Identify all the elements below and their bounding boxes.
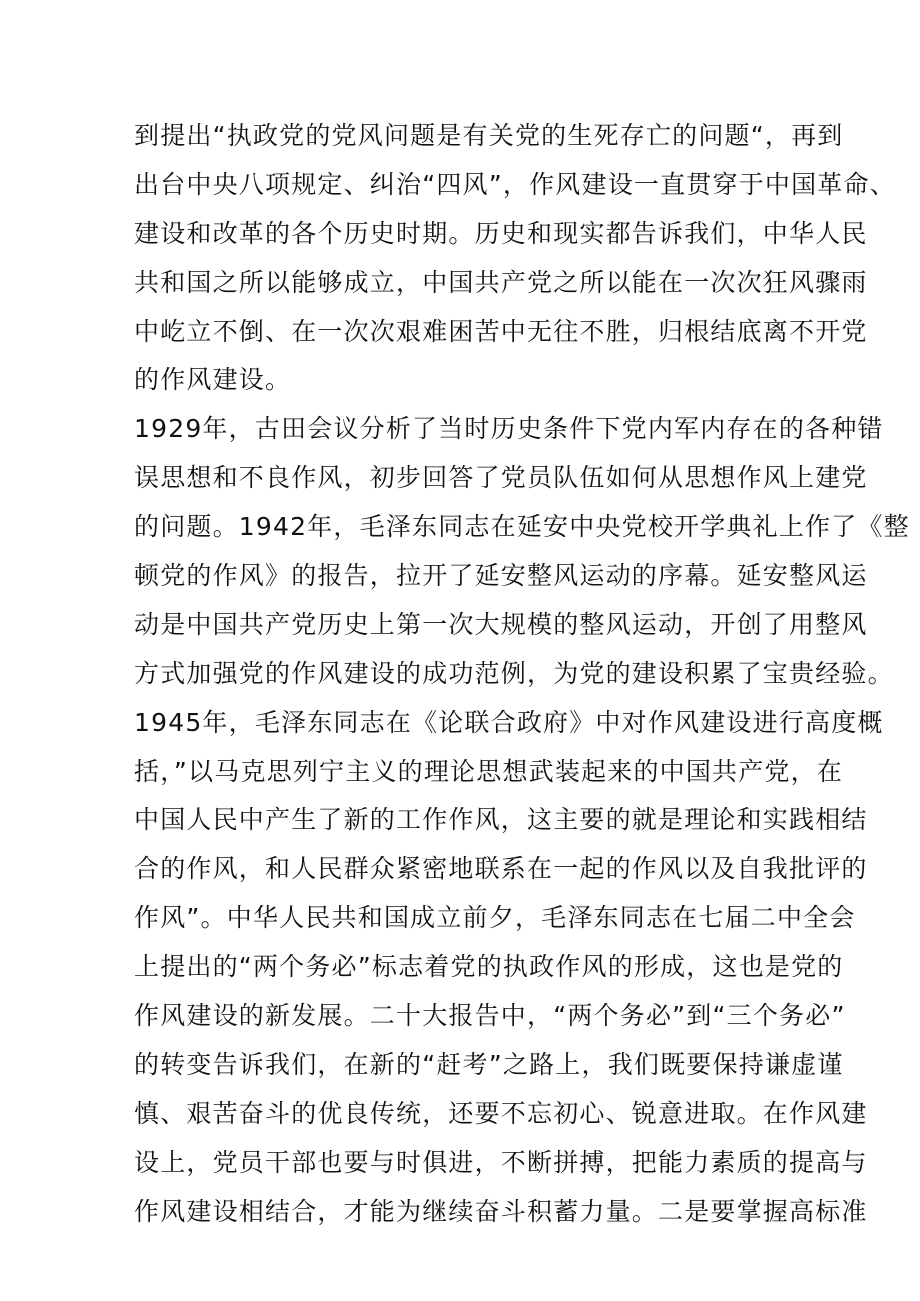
text-line: 1929年，古田会议分析了当时历史条件下党内军内存在的各种错 xyxy=(134,414,884,444)
text-line: 出台中央八项规定、纠治“四风”，作风建设一直贯穿于中国革命、 xyxy=(134,169,896,199)
text-line: 误思想和不良作风，初步回答了党员队伍如何从思想作风上建党 xyxy=(134,463,868,493)
text-line: 方式加强党的作风建设的成功范例，为党的建设积累了宝贵经验。 xyxy=(134,658,894,688)
text-line: 作风建设的新发展。二十大报告中，“两个务必”到“三个务必” xyxy=(134,1001,846,1031)
text-line: 的问题。1942年，毛泽东同志在延安中央党校开学典礼上作了《整 xyxy=(134,512,910,542)
text-line: 动是中国共产党历史上第一次大规模的整风运动，开创了用整风 xyxy=(134,609,868,639)
text-line: 慎、艰苦奋斗的优良传统，还要不忘初心、锐意进取。在作风建 xyxy=(134,1098,868,1128)
text-line: 建设和改革的各个历史时期。历史和现实都告诉我们，中华人民 xyxy=(134,218,868,248)
text-line: 作风”。中华人民共和国成立前夕，毛泽东同志在七届二中全会 xyxy=(134,903,856,933)
document-body-text xyxy=(134,112,910,1236)
text-line: 中国人民中产生了新的工作作风，这主要的就是理论和实践相结 xyxy=(134,805,868,835)
text-line: 1945年，毛泽东同志在《论联合政府》中对作风建设进行高度概 xyxy=(134,707,884,737)
text-line: 顿党的作风》的报告，拉开了延安整风运动的序幕。延安整风运 xyxy=(134,561,868,591)
text-line: 设上，党员干部也要与时俱进，不断拼搏，把能力素质的提高与 xyxy=(134,1147,868,1177)
text-line: 中屹立不倒、在一次次艰难困苦中无往不胜，归根结底离不开党 xyxy=(134,316,868,346)
text-line: 括，”以马克思列宁主义的理论思想武装起来的中国共产党，在 xyxy=(134,756,844,786)
text-line: 合的作风，和人民群众紧密地联系在一起的作风以及自我批评的 xyxy=(134,854,868,884)
text-line: 作风建设相结合，才能为继续奋斗积蓄力量。二是要掌握高标准 xyxy=(134,1196,868,1226)
text-line: 的作风建设。 xyxy=(134,365,292,395)
text-line: 到提出“执政党的党风问题是有关党的生死存亡的问题“，再到 xyxy=(134,121,844,150)
text-line: 共和国之所以能够成立，中国共产党之所以能在一次次狂风骤雨 xyxy=(134,267,868,297)
text-line: 的转变告诉我们，在新的“赶考”之路上，我们既要保持谦虚谨 xyxy=(134,1049,844,1079)
text-line: 上提出的“两个务必”标志着党的执政作风的形成，这也是党的 xyxy=(134,952,844,982)
